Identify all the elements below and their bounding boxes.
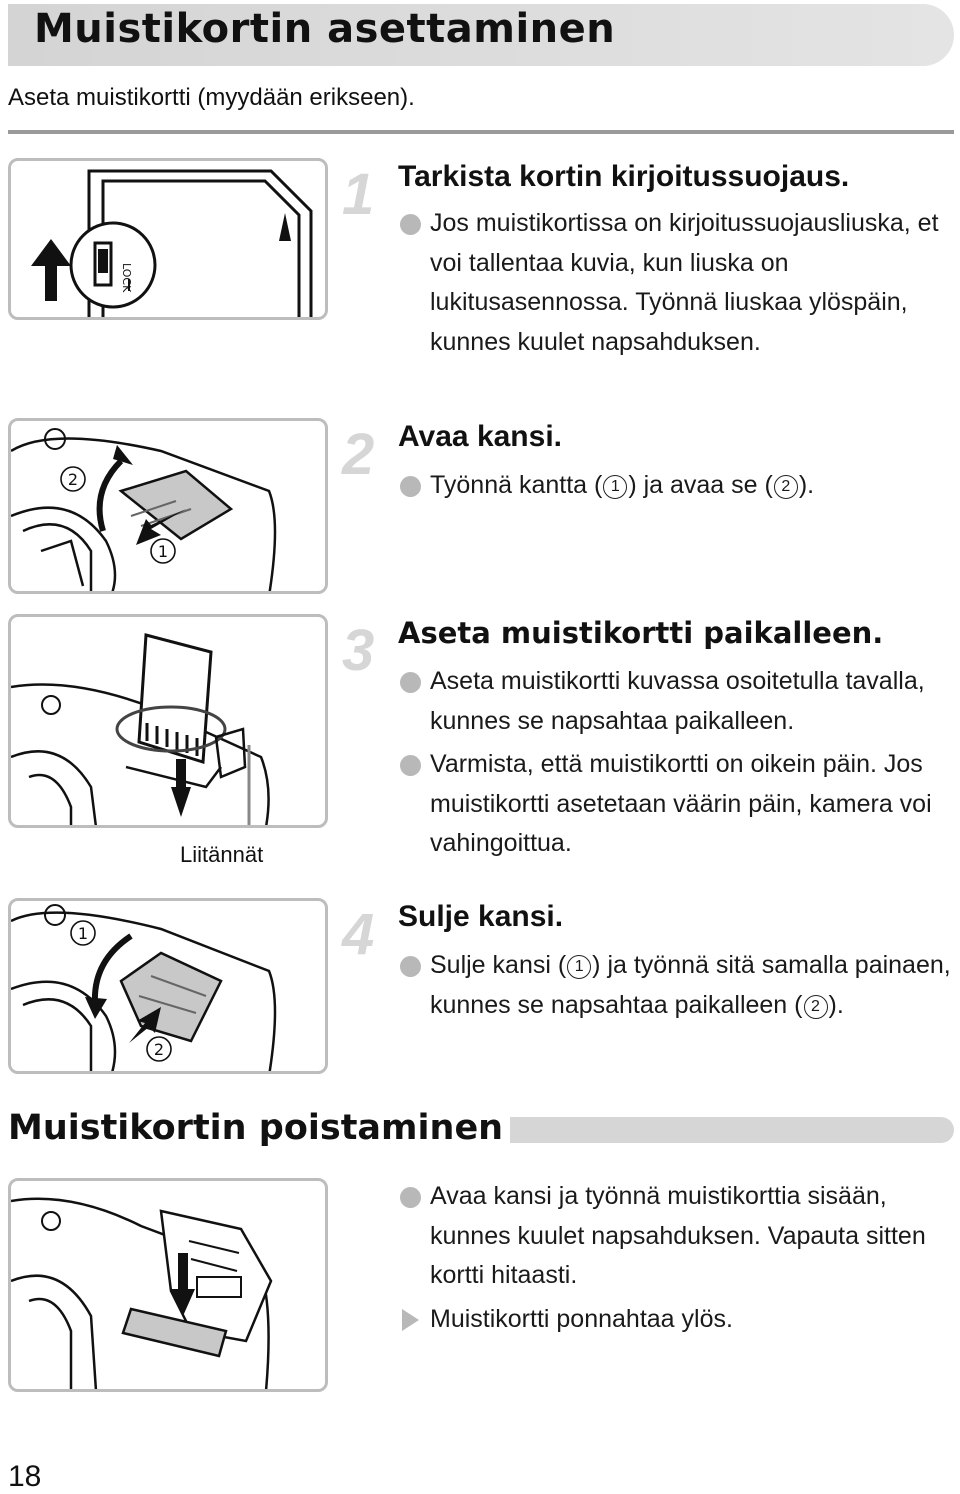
- removal-result: Muistikortti ponnahtaa ylös.: [430, 1305, 733, 1333]
- lock-label: LOCK: [120, 263, 133, 293]
- removal-text: Avaa kansi ja työnnä muistikorttia sisään, kunnes kuulet napsahduksen. Vapauta sitten kortti hitaasti.: [430, 1182, 926, 1289]
- figure-insert-card: [8, 614, 328, 828]
- step-1-heading: Tarkista kortin kirjoitussuojaus.: [398, 160, 850, 193]
- step-2-heading: Avaa kansi.: [398, 420, 562, 453]
- marker-1: 1: [77, 924, 89, 943]
- step-2-text: [430, 466, 960, 506]
- step-2-text-a: Työnnä kantta (: [430, 471, 603, 499]
- bullet-icon: [400, 672, 421, 693]
- marker-2: 2: [153, 1040, 165, 1059]
- step-4-text-c: ).: [828, 990, 844, 1019]
- marker-2: 2: [67, 470, 79, 489]
- bullet-icon: [400, 755, 421, 776]
- step-number-3: 3: [342, 618, 375, 683]
- intro-text: Aseta muistikortti (myydään erikseen).: [8, 84, 415, 111]
- step-3-heading: Aseta muistikortti paikalleen.: [398, 616, 884, 650]
- page-title: Muistikortin asettaminen: [34, 6, 616, 52]
- bullet-icon: [400, 1187, 421, 1208]
- bullet-icon: [400, 214, 421, 235]
- figure-close-cover: [8, 898, 328, 1074]
- marker-1: 1: [603, 475, 627, 499]
- section-band: [510, 1117, 954, 1143]
- divider: [8, 130, 954, 134]
- bullet-icon: [400, 956, 421, 977]
- bullet-icon: [400, 476, 421, 497]
- step-number-1: 1: [342, 162, 375, 227]
- step-number-4: 4: [342, 902, 375, 967]
- marker-2: 2: [774, 475, 798, 499]
- step-4-text-b: ) ja työnnä sitä samalla painaen, kunnes se napsahtaa paikalleen (: [430, 951, 951, 1019]
- step-2-text-b: ) ja avaa se (: [628, 471, 773, 499]
- marker-1: 1: [157, 542, 169, 561]
- step-1-text: Jos muistikortissa on kirjoitussuojausliuska, et voi tallentaa kuvia, kun liuska on lukitusasennossa. Työnnä liuskaa ylöspäin, kunnes kuulet napsahduksen.: [430, 209, 939, 356]
- step-4-heading: Sulje kansi.: [398, 900, 564, 933]
- step-2-text-c: ).: [798, 471, 815, 499]
- step-3-text-2: Varmista, että muistikortti on oikein päin. Jos muistikortti asetetaan väärin päin, kamera voi vahingoittua.: [430, 750, 932, 857]
- marker-1: 1: [567, 955, 591, 979]
- result-arrow-icon: [402, 1309, 419, 1331]
- removal-title: Muistikortin poistaminen: [8, 1108, 504, 1148]
- figure-remove-card: [8, 1178, 328, 1392]
- step-number-2: 2: [342, 422, 375, 487]
- step-3-text-1: Aseta muistikortti kuvassa osoitetulla tavalla, kunnes se napsahtaa paikalleen.: [430, 667, 925, 735]
- page-number: 18: [8, 1460, 42, 1493]
- step-4-text-a: Sulje kansi (: [430, 951, 567, 979]
- figure-card-lock: [8, 158, 328, 320]
- marker-2: 2: [804, 995, 828, 1019]
- connector-caption: Liitännät: [180, 842, 264, 867]
- step-4-text: [430, 946, 955, 1025]
- figure-open-cover: [8, 418, 328, 594]
